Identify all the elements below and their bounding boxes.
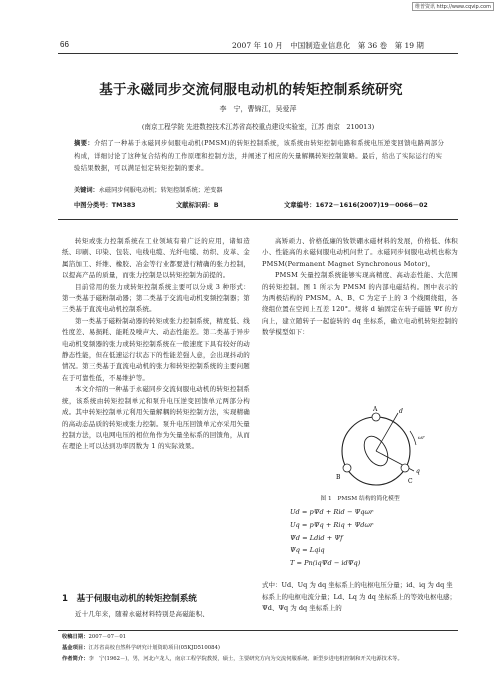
abstract-rule [58,219,458,220]
keywords-text: 永磁同步伺服电动机；转矩控制系统；逆变器 [98,187,223,194]
equation: Uq = pΨq + Riq + Ψdωr [290,520,373,529]
keywords [74,185,446,194]
footnote: 作者简介：李 宁(1962－)，男，河北卢龙人，南京工程学院教授，硕士，主要研究方向为交流伺服系统、新型步进电机控制和开关电源技术等。 [62,656,403,662]
watermark: 维普资讯 http://www.cqvip.com [412,2,494,11]
body-paragraph: PMSM 矢量控制系统能够实现高精度、高动态性能、大范围的转矩控制。图 1 所示为 PMSM 的内部电磁结构。图中表示的为两极结构的 PMSM。A、B、C 为定子上的 3 个线圈绕组，各绕组位置在空间上互差 120°。规将 d 轴固定在转子磁链 Ψf 的方向上，建立随转子一起旋转的 dq 坐标系，确立电动机转矩控制的数学模型如下： [262,271,458,337]
label-a: A [373,406,378,413]
equation: T = Pn(iqΨd − idΨq) [290,559,361,568]
label-omega: ωr [418,435,425,441]
equation-notes: 式中：Ud、Uq 为 dq 坐标系上的电枢电压分量；id、iq 为 dq 坐标系上的电枢电流分量；Ld、Lq 为 dq 坐标系上的等效电枢电感；Ψd、Ψq 为 dq 坐标系上的 [262,581,456,613]
pmsm-diagram [328,405,432,491]
right-column [262,236,458,339]
footnote: 收稿日期：2007－07－01 [62,634,127,640]
abstract [74,138,446,176]
footnote: 基金项目：江苏省高校自然科学研究计划资助项目(05KJD510084) [62,645,220,651]
body-paragraph: 转矩或张力控制系统在工业领域有着广泛的应用，诸如造纸、印刷、印染、包装、电线电缆、光纤电缆、纺织、皮革、金属箔加工、纤维、橡胶、冶金等行业都要进行精确的张力控制，以提高产品的质量，而张力控制是以转矩控制为前提的。 [62,237,250,280]
equation: Ψd = Ldid + Ψf [290,533,343,542]
coil-c [401,464,409,472]
affiliation: (南京工程学院 先进数控技术江苏省高校重点建设实验室，江苏 南京 210013) [141,123,375,131]
footnote-rule [58,630,458,631]
document-code: 文献标识码：B [176,202,219,209]
header-rule [58,53,458,54]
section-heading: 1 基于伺服电动机的转矩控制系统 [62,594,197,604]
footnotes [62,632,462,665]
body-paragraph: 本文介绍的一种基于永磁同步交流伺服电动机的转矩控制系统，该系统由转矩控制单元和泵升电压逆变回馈单元两部分构成。其中转矩控制单元利用矢量解耦的转矩控制方法，实现精确的高动态品质的转矩或张力控制。泵升电压回馈单元亦采用矢量控制方法，以电网电压的相位角作为矢量坐标系的回馈角，从而在理论上可以达到功率因数为 1 的实际效果。 [62,385,250,451]
clc-number: 中图分类号：TM383 [74,202,136,209]
abstract-label: 摘要： [74,140,95,147]
rotation-arrow [410,431,416,445]
label-b: B [336,474,341,481]
body-paragraph: 高矫顽力、价格低廉的钕铁硼永磁材料的发展，价格低、体积小、性能高的永磁伺服电动机问世了。永磁同步伺服电动机也称为 PMSM(Permanent Magnet Synchronous Motor)。 [262,237,458,268]
equation: Ψq = Lqiq [290,546,325,555]
running-head: 2007 年 10 月 中国制造业信息化 第 36 卷 第 19 期 [232,41,424,50]
body-paragraph: 目前常用的张力或转矩控制系统主要可以分成 3 种形式：第一类基于磁粉制动器；第二类基于交流电动机变频控制器；第三类基于直流电动机控制系统。 [62,282,250,314]
left-column [62,236,250,453]
coil-a [372,413,380,421]
figure-caption: 图 1 PMSM 结构的简化模型 [320,496,400,502]
label-q: q [416,468,420,475]
section-body: 近十几年来，随着永磁材料特别是高磁能积、 [75,610,209,618]
body-paragraph: 第一类基于磁粉制动器的转矩或张力控制系统，精度低、线性度差、易损耗、能耗及噪声大、动态性能差。第二类基于异步电动机变频器的张力或转矩控制系统在一般速度下具有较好的动静态性能，但在低速运行状态下的性能差强人意，会出现抖动的情况。第三类基于直流电动机的张力和转矩控制系统的主要问题在于可靠性低，不易维护等。 [62,316,250,382]
page-number: 66 [60,40,69,49]
label-c: C [408,478,413,485]
equations [290,506,373,570]
article-number: 文章编号：1672－1616(2007)19－0066－02 [284,202,428,209]
keywords-label: 关键词： [74,187,99,194]
abstract-text: 介绍了一种基于永磁同步伺服电动机(PMSM)的转矩控制系统，该系统由转矩控制电路和系统电压逆变回馈电路两部分构成，详细讨论了这种复合结构的工作原理和控制方法，并阐述了相应的矢量解耦转矩控制策略。最后，给出了实际运行的实验结果数据，可以满足恒定转矩控制的要求。 [74,140,445,173]
paper-title: 基于永磁同步交流伺服电动机的转矩控制系统研究 [99,82,403,98]
coil-b [343,464,351,472]
authors: 李 宁，曹锦江，吴爱萍 [219,105,297,113]
equation: Ud = pΨd + Rid − Ψqωr [290,508,373,516]
label-d: d [399,408,403,415]
